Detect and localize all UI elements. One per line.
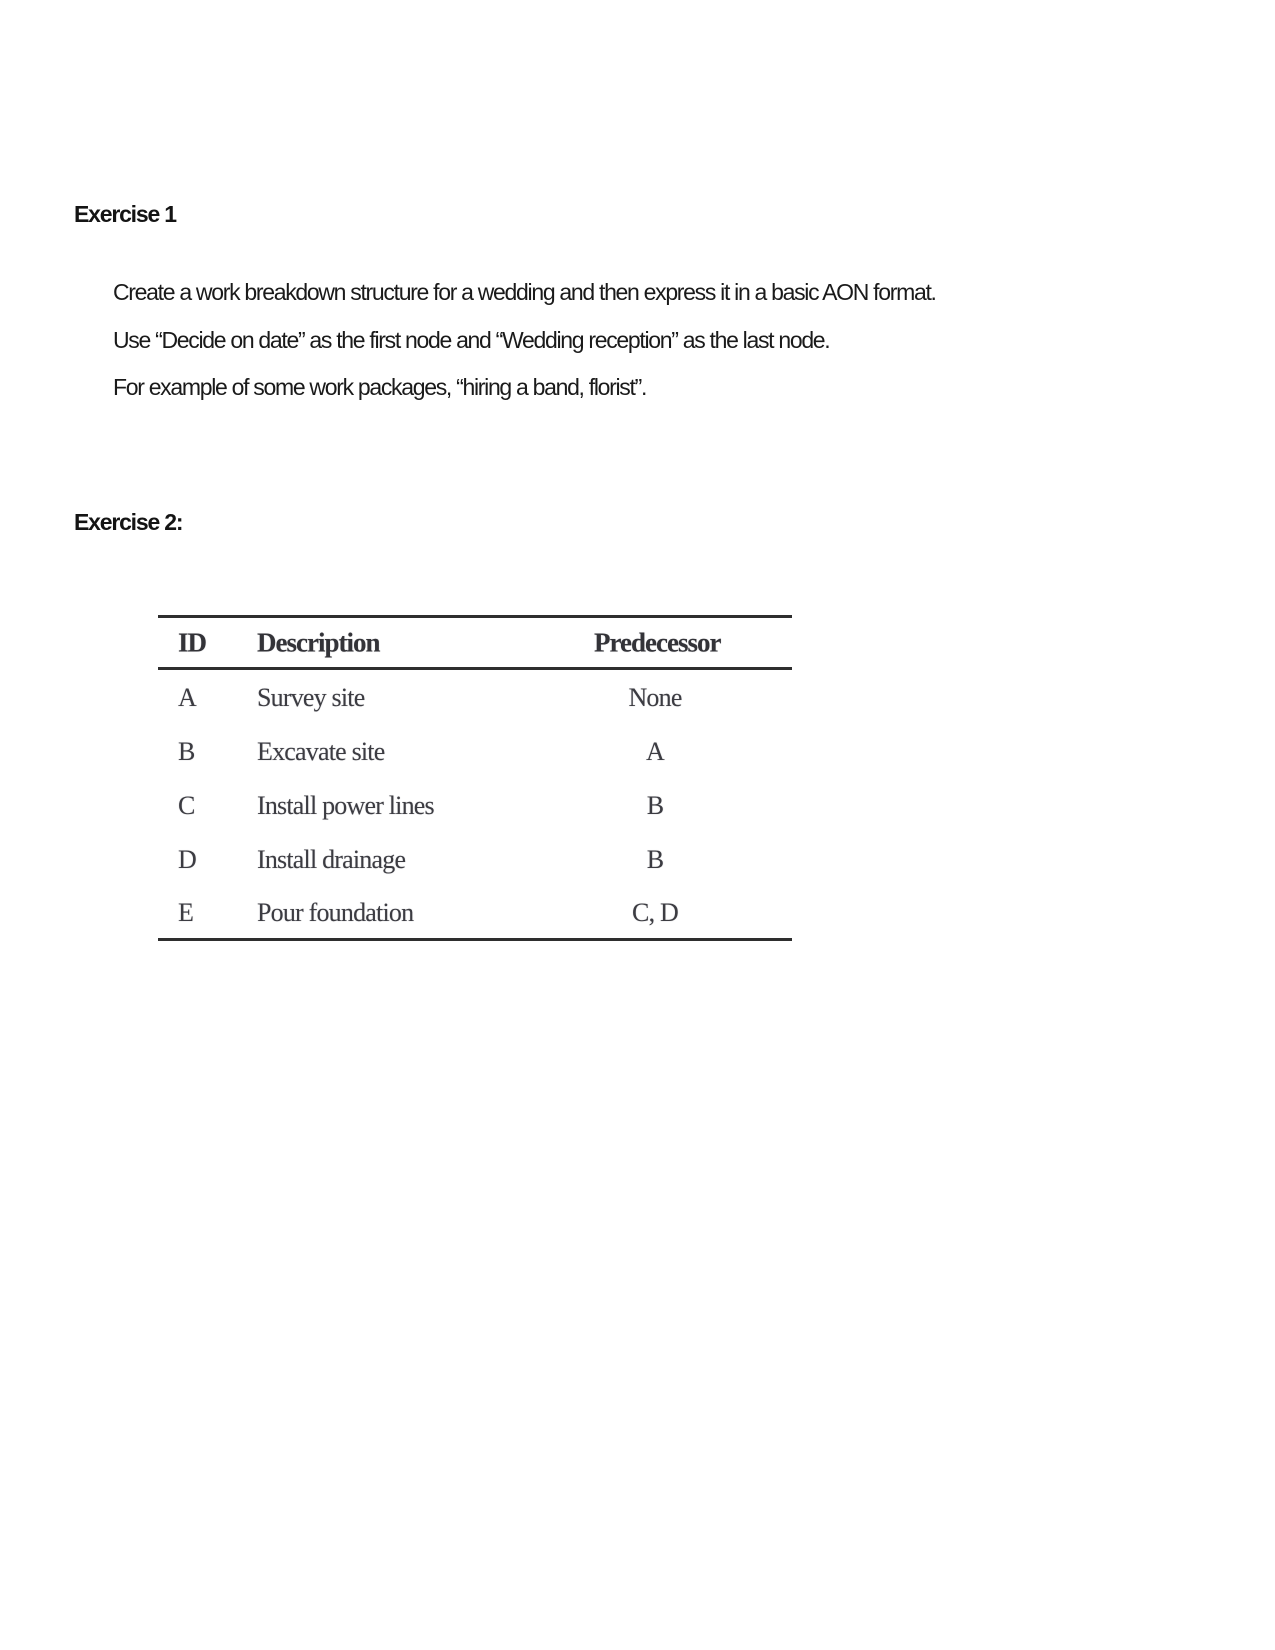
table-row-c-predecessor: B <box>646 791 664 820</box>
exercise1-heading: Exercise 1 <box>74 201 176 227</box>
exercise1-instruction-line-2: Use “Decide on date” as the first node and “Wedding reception” as the last node. <box>113 327 830 353</box>
table-row-b-predecessor: A <box>646 737 664 766</box>
table-row-d-description: Install drainage <box>257 845 406 874</box>
table-row-a-id: A <box>178 683 196 712</box>
table-rule-top <box>158 615 792 618</box>
column-header-description: Description <box>257 627 380 658</box>
table-row-a-predecessor: None <box>628 683 682 712</box>
exercise1-instruction-line-1: Create a work breakdown structure for a wedding and then express it in a basic AON format. <box>113 279 936 305</box>
table-row-c-description: Install power lines <box>257 791 434 820</box>
table-row-b-description: Excavate site <box>257 737 385 766</box>
table-row-e-description: Pour foundation <box>257 898 414 927</box>
table-rule-bottom <box>158 938 792 941</box>
table-row-b-id: B <box>178 737 195 766</box>
table-row-c-id: C <box>178 791 195 820</box>
exercise2-heading: Exercise 2: <box>74 509 183 535</box>
exercise1-instruction-line-3: For example of some work packages, “hiring a band, florist”. <box>113 374 647 400</box>
table-row-a-description: Survey site <box>257 683 365 712</box>
column-header-id: ID <box>178 627 207 658</box>
table-row-e-predecessor: C, D <box>632 898 678 927</box>
table-rule-header <box>158 667 792 670</box>
table-row-e-id: E <box>178 898 194 927</box>
column-header-predecessor: Predecessor <box>594 627 721 658</box>
table-row-d-id: D <box>178 845 196 874</box>
table-row-d-predecessor: B <box>646 845 664 874</box>
